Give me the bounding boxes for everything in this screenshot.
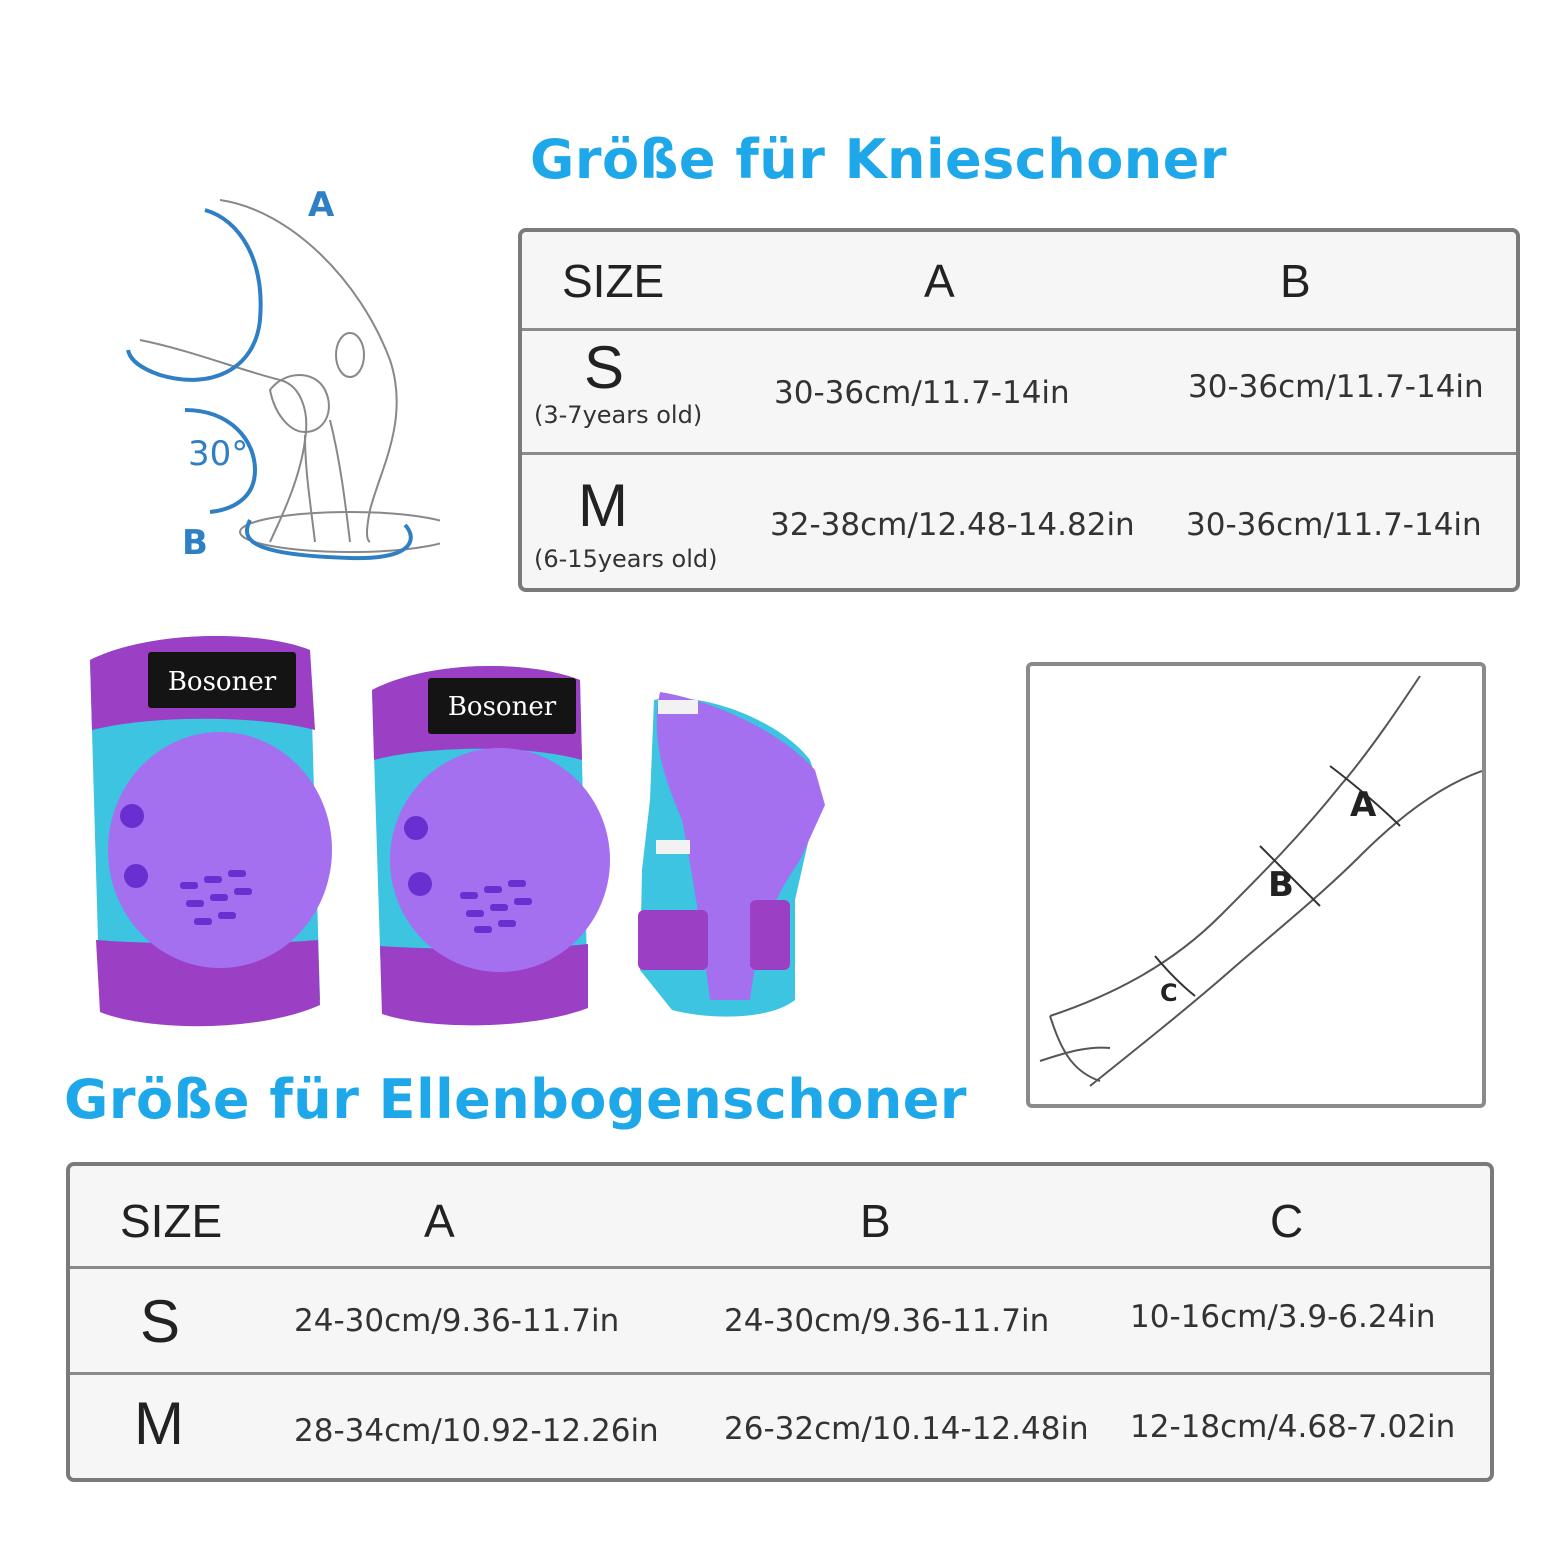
header-b: B	[1280, 255, 1311, 307]
table-row	[522, 452, 1516, 588]
value-b: 30-36cm/11.7-14in	[1188, 369, 1484, 405]
arm-label-a: A	[1350, 785, 1377, 825]
protective-pads-image	[60, 620, 860, 1060]
size-label: S	[140, 1288, 181, 1355]
table-row	[522, 328, 1516, 452]
table-row	[70, 1372, 1490, 1478]
table-row	[70, 1266, 1490, 1372]
value-b: 26-32cm/10.14-12.48in	[724, 1411, 1089, 1447]
arm-measurement-diagram	[1026, 662, 1486, 1108]
knee-size-table	[518, 228, 1520, 592]
value-a: 32-38cm/12.48-14.82in	[770, 507, 1135, 543]
age-label: (6-15years old)	[534, 545, 718, 573]
value-b: 24-30cm/9.36-11.7in	[724, 1303, 1050, 1339]
knee-size-title: Größe für Knieschoner	[530, 128, 1227, 191]
wrist-guard	[638, 692, 825, 1017]
header-size: SIZE	[562, 255, 665, 307]
elbow-size-table	[66, 1162, 1494, 1482]
arm-label-c: C	[1160, 979, 1178, 1007]
header-a: A	[924, 255, 955, 307]
value-a: 24-30cm/9.36-11.7in	[294, 1303, 620, 1339]
pad-brand-label: Bosoner	[447, 692, 557, 722]
arm-label-b: B	[1268, 865, 1294, 905]
pad-brand-label: Bosoner	[167, 667, 277, 697]
knee-pad	[90, 636, 332, 1026]
age-label: (3-7years old)	[534, 401, 703, 429]
header-a: A	[424, 1195, 455, 1247]
size-label: S	[584, 334, 625, 401]
value-a: 30-36cm/11.7-14in	[774, 375, 1070, 411]
header-size: SIZE	[120, 1195, 223, 1247]
value-c: 10-16cm/3.9-6.24in	[1130, 1299, 1436, 1335]
value-b: 30-36cm/11.7-14in	[1186, 507, 1482, 543]
knee-label-b: B	[182, 523, 208, 563]
size-label: M	[134, 1390, 184, 1457]
size-label: M	[578, 472, 628, 539]
value-a: 28-34cm/10.92-12.26in	[294, 1413, 659, 1449]
elbow-size-title: Größe für Ellenbogenschoner	[64, 1068, 968, 1131]
knee-label-a: A	[308, 185, 335, 225]
table-header-row	[522, 232, 1516, 328]
knee-diagram	[100, 170, 440, 590]
value-c: 12-18cm/4.68-7.02in	[1130, 1409, 1456, 1445]
header-c: C	[1270, 1195, 1304, 1247]
knee-angle-label: 30°	[188, 434, 249, 474]
arm-sketch	[1030, 666, 1482, 1104]
header-b: B	[860, 1195, 891, 1247]
table-header-row	[70, 1166, 1490, 1266]
elbow-pad	[372, 666, 610, 1025]
